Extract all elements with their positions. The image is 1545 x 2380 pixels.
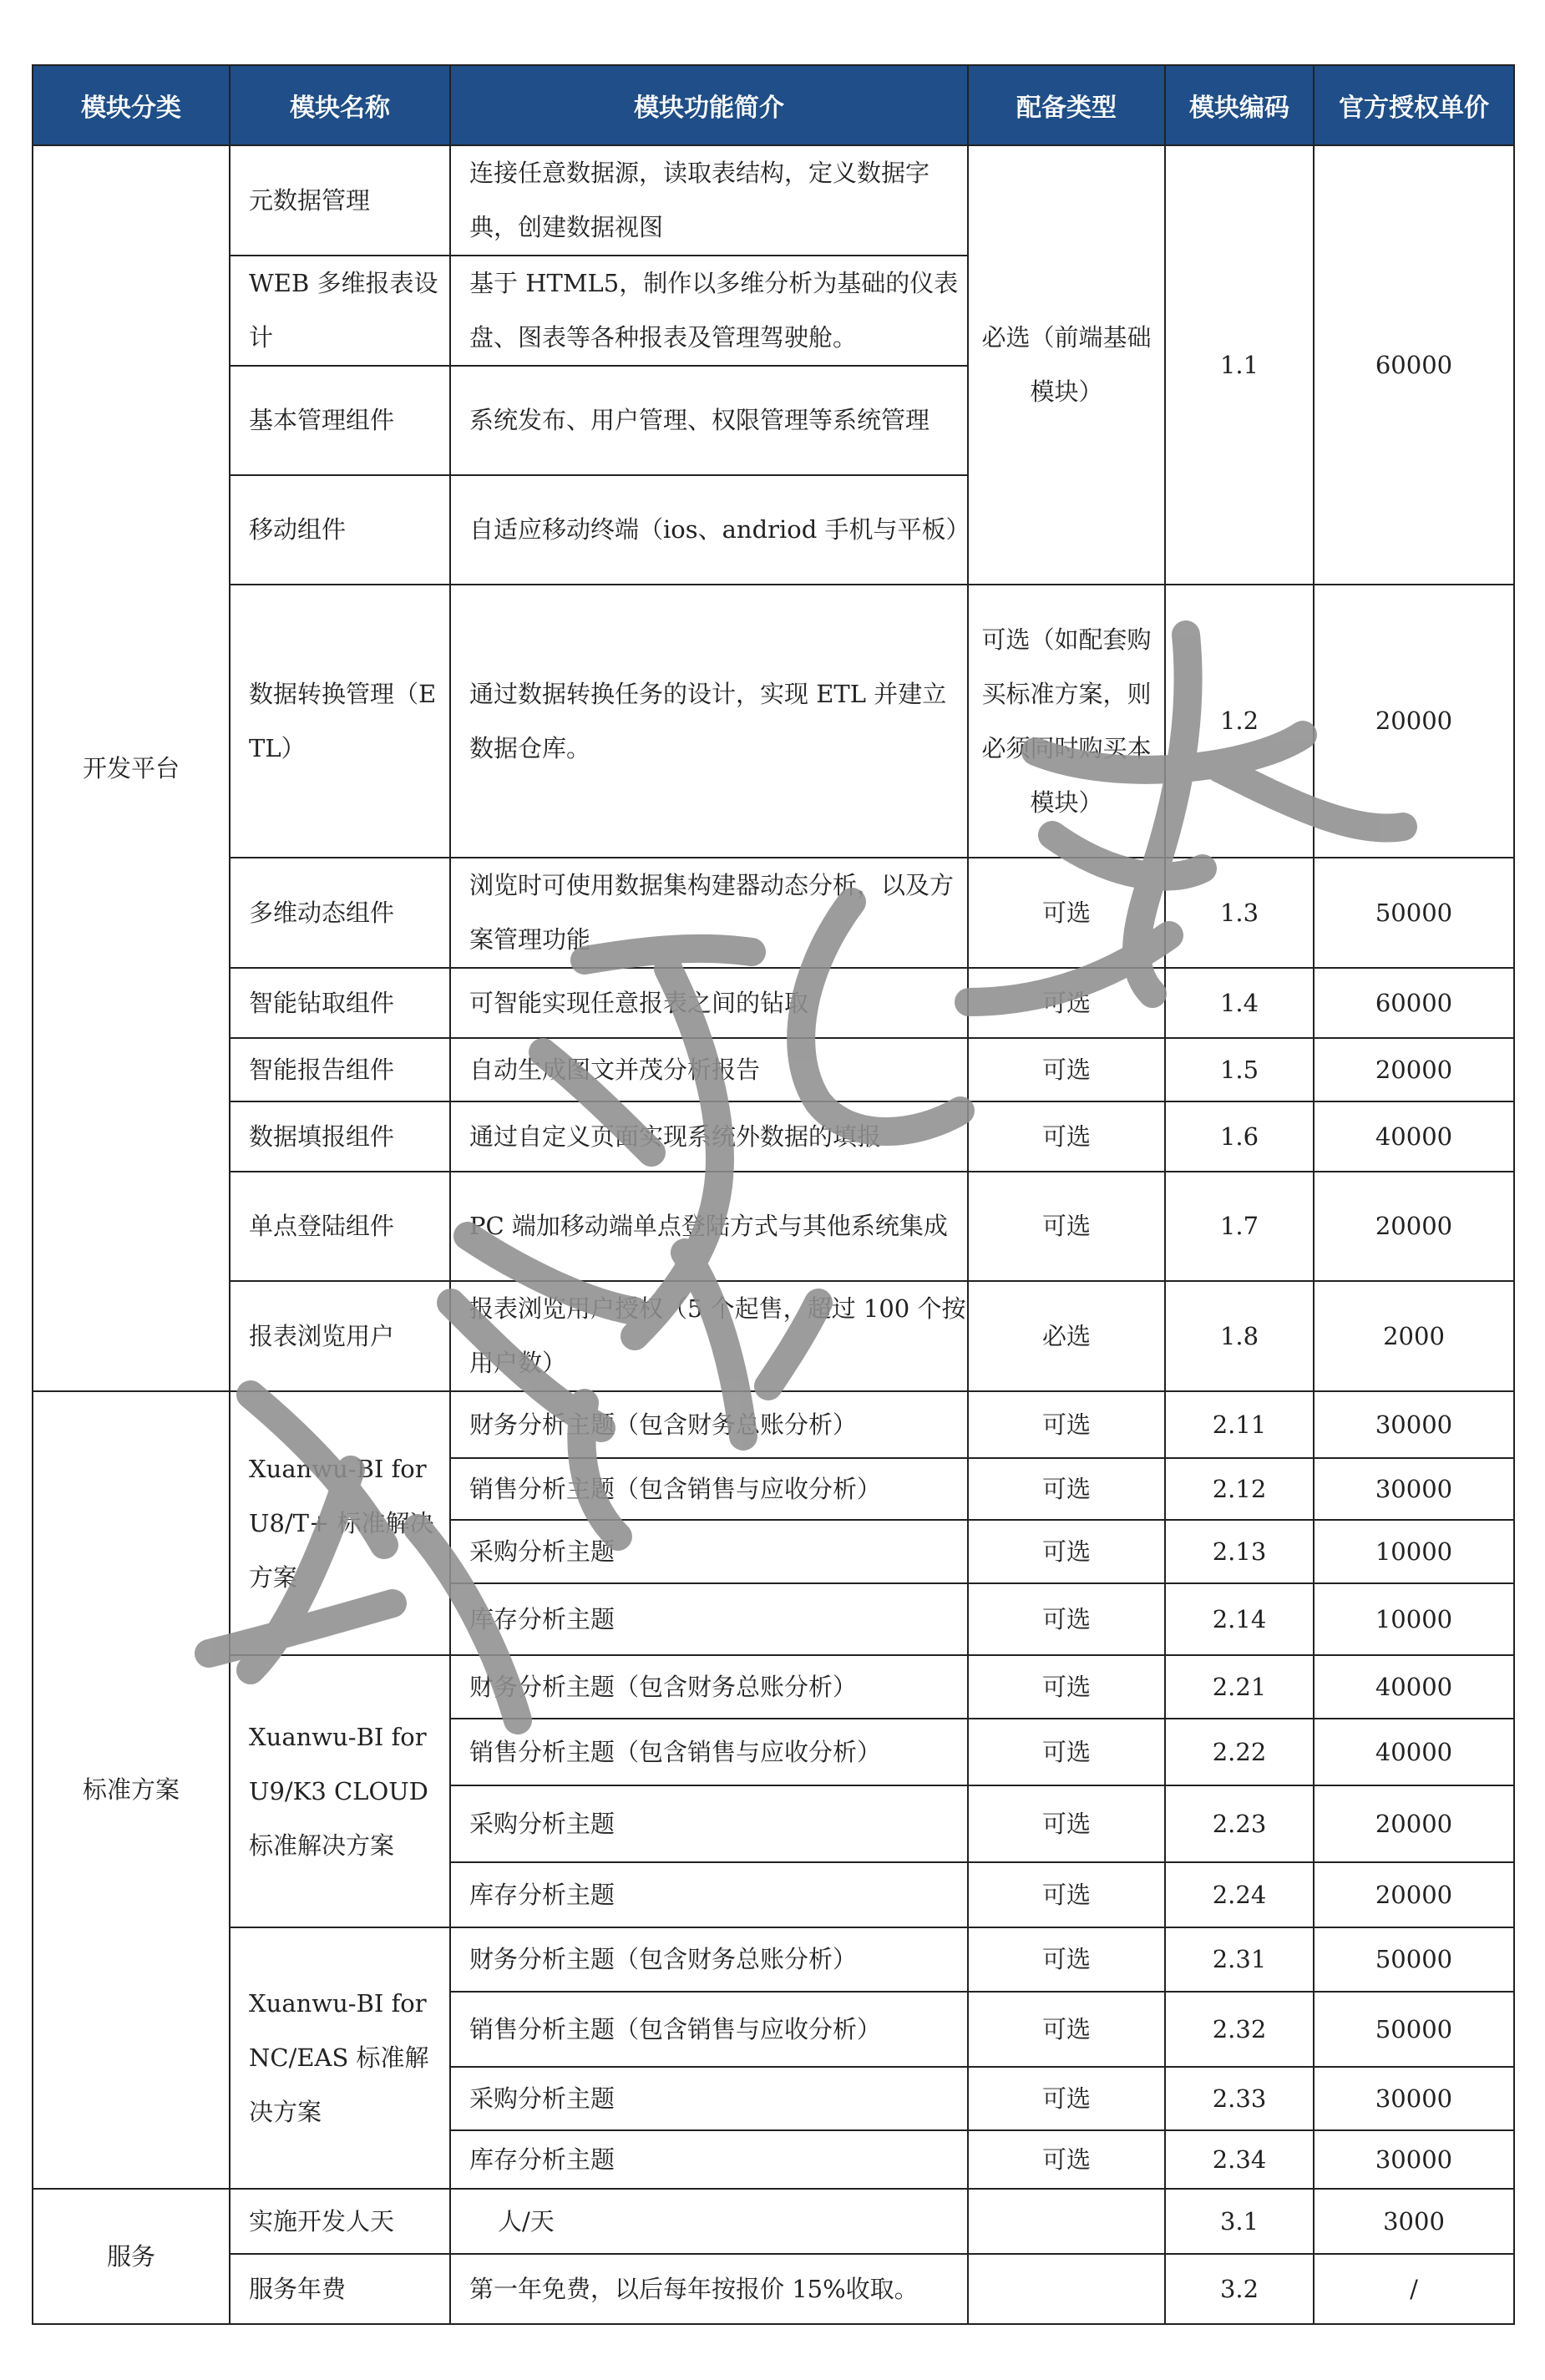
module-code: 2.33 — [1165, 2067, 1314, 2130]
module-code: 2.21 — [1165, 1655, 1314, 1719]
module-type: 可选（如配套购买标准方案，则必须同时购买本模块） — [968, 585, 1165, 858]
module-price: / — [1314, 2254, 1514, 2324]
module-type: 可选 — [968, 1172, 1165, 1281]
module-desc: 通过自定义页面实现系统外数据的填报 — [450, 1101, 968, 1172]
table-row — [33, 2254, 1514, 2324]
module-code: 2.23 — [1165, 1785, 1314, 1862]
solution-u8: Xuanwu-BI for U8/T+ 标准解决方案 — [230, 1391, 450, 1655]
module-desc: 库存分析主题 — [450, 1862, 968, 1927]
module-desc: 连接任意数据源，读取表结构，定义数据字典，创建数据视图 — [450, 145, 968, 256]
module-desc: 自动生成图文并茂分析报告 — [450, 1038, 968, 1101]
module-desc: 采购分析主题 — [450, 1520, 968, 1583]
module-type — [968, 2254, 1165, 2324]
module-price: 3000 — [1314, 2189, 1514, 2254]
module-price: 30000 — [1314, 2067, 1514, 2130]
module-price: 30000 — [1314, 1458, 1514, 1520]
module-price: 60000 — [1314, 145, 1514, 585]
module-code: 1.5 — [1165, 1038, 1314, 1101]
module-price: 50000 — [1314, 1927, 1514, 1992]
module-type: 可选 — [968, 1583, 1165, 1655]
module-name: 元数据管理 — [230, 145, 450, 256]
table-row — [33, 1927, 1514, 1992]
module-desc: 财务分析主题（包含财务总账分析） — [450, 1391, 968, 1458]
module-name: 移动组件 — [230, 475, 450, 585]
module-price: 20000 — [1314, 585, 1514, 858]
module-type: 可选 — [968, 968, 1165, 1038]
module-price: 60000 — [1314, 968, 1514, 1038]
module-price: 30000 — [1314, 2130, 1514, 2189]
module-code: 3.2 — [1165, 2254, 1314, 2324]
module-code: 2.34 — [1165, 2130, 1314, 2189]
module-code: 2.12 — [1165, 1458, 1314, 1520]
module-price: 30000 — [1314, 1391, 1514, 1458]
module-type: 可选 — [968, 1520, 1165, 1583]
module-desc: 浏览时可使用数据集构建器动态分析，以及方案管理功能 — [450, 858, 968, 968]
module-type: 可选 — [968, 1785, 1165, 1862]
module-name: 数据填报组件 — [230, 1101, 450, 1172]
module-type: 可选 — [968, 1862, 1165, 1927]
header-type: 配备类型 — [968, 65, 1165, 145]
module-name: 智能钻取组件 — [230, 968, 450, 1038]
module-code: 1.6 — [1165, 1101, 1314, 1172]
module-desc: 系统发布、用户管理、权限管理等系统管理 — [450, 366, 968, 475]
module-desc: 采购分析主题 — [450, 1785, 968, 1862]
module-code: 1.7 — [1165, 1172, 1314, 1281]
header-description: 模块功能简介 — [450, 65, 968, 145]
table-row — [33, 1655, 1514, 1719]
module-name: 服务年费 — [230, 2254, 450, 2324]
table-row — [33, 1391, 1514, 1458]
module-type: 可选 — [968, 1458, 1165, 1520]
module-name: 基本管理组件 — [230, 366, 450, 475]
module-price: 2000 — [1314, 1281, 1514, 1391]
module-code: 2.24 — [1165, 1862, 1314, 1927]
module-name: 数据转换管理（ETL） — [230, 585, 450, 858]
module-code: 3.1 — [1165, 2189, 1314, 2254]
module-type: 可选 — [968, 858, 1165, 968]
module-price: 20000 — [1314, 1172, 1514, 1281]
module-price: 10000 — [1314, 1583, 1514, 1655]
table-row — [33, 585, 1514, 858]
header-module-name: 模块名称 — [230, 65, 450, 145]
module-price: 50000 — [1314, 1992, 1514, 2067]
table-row — [33, 968, 1514, 1038]
module-code: 1.3 — [1165, 858, 1314, 968]
solution-u9: Xuanwu-BI for U9/K3 CLOUD 标准解决方案 — [230, 1655, 450, 1927]
module-price: 40000 — [1314, 1655, 1514, 1719]
header-price: 官方授权单价 — [1314, 65, 1514, 145]
module-type: 必选 — [968, 1281, 1165, 1391]
module-code: 2.31 — [1165, 1927, 1314, 1992]
module-desc: 财务分析主题（包含财务总账分析） — [450, 1927, 968, 1992]
module-code: 1.2 — [1165, 585, 1314, 858]
category-dev: 开发平台 — [33, 145, 230, 1391]
module-name: 报表浏览用户 — [230, 1281, 450, 1391]
module-desc: 销售分析主题（包含销售与应收分析） — [450, 1719, 968, 1785]
category-svc: 服务 — [33, 2189, 230, 2324]
module-code: 2.13 — [1165, 1520, 1314, 1583]
table-header-row — [33, 65, 1514, 145]
module-price: 20000 — [1314, 1862, 1514, 1927]
module-type: 可选 — [968, 1391, 1165, 1458]
module-price: 40000 — [1314, 1101, 1514, 1172]
price-table — [32, 64, 1515, 2325]
module-desc: 库存分析主题 — [450, 1583, 968, 1655]
module-type: 可选 — [968, 2130, 1165, 2189]
module-desc: PC 端加移动端单点登陆方式与其他系统集成 — [450, 1172, 968, 1281]
table-row — [33, 145, 1514, 256]
module-price: 50000 — [1314, 858, 1514, 968]
module-desc: 销售分析主题（包含销售与应收分析） — [450, 1458, 968, 1520]
module-code: 2.32 — [1165, 1992, 1314, 2067]
module-name: WEB 多维报表设计 — [230, 256, 450, 366]
module-desc: 报表浏览用户授权（5 个起售，超过 100 个按用户数） — [450, 1281, 968, 1391]
module-code: 2.11 — [1165, 1391, 1314, 1458]
module-code: 2.14 — [1165, 1583, 1314, 1655]
module-price: 20000 — [1314, 1785, 1514, 1862]
module-desc: 采购分析主题 — [450, 2067, 968, 2130]
module-name: 单点登陆组件 — [230, 1172, 450, 1281]
module-code: 2.22 — [1165, 1719, 1314, 1785]
module-name: 多维动态组件 — [230, 858, 450, 968]
header-code: 模块编码 — [1165, 65, 1314, 145]
module-code: 1.8 — [1165, 1281, 1314, 1391]
module-name: 实施开发人天 — [230, 2189, 450, 2254]
module-name: 智能报告组件 — [230, 1038, 450, 1101]
module-type: 可选 — [968, 1101, 1165, 1172]
module-price: 40000 — [1314, 1719, 1514, 1785]
module-type: 可选 — [968, 2067, 1165, 2130]
module-price: 20000 — [1314, 1038, 1514, 1101]
module-type: 可选 — [968, 1655, 1165, 1719]
module-type: 可选 — [968, 1927, 1165, 1992]
table-row — [33, 858, 1514, 968]
module-desc: 第一年免费，以后每年按报价 15%收取。 — [450, 2254, 968, 2324]
table-row — [33, 1101, 1514, 1172]
table-row — [33, 2189, 1514, 2254]
solution-nc: Xuanwu-BI for NC/EAS 标准解决方案 — [230, 1927, 450, 2189]
module-desc: 自适应移动终端（ios、andriod 手机与平板） — [450, 475, 968, 585]
module-desc: 财务分析主题（包含财务总账分析） — [450, 1655, 968, 1719]
module-desc: 可智能实现任意报表之间的钻取 — [450, 968, 968, 1038]
module-desc: 库存分析主题 — [450, 2130, 968, 2189]
category-std: 标准方案 — [33, 1391, 230, 2189]
module-desc: 通过数据转换任务的设计，实现 ETL 并建立数据仓库。 — [450, 585, 968, 858]
module-price: 10000 — [1314, 1520, 1514, 1583]
table-row — [33, 1281, 1514, 1391]
module-desc: 基于 HTML5，制作以多维分析为基础的仪表盘、图表等各种报表及管理驾驶舱。 — [450, 256, 968, 366]
module-type: 可选 — [968, 1719, 1165, 1785]
module-type — [968, 2189, 1165, 2254]
module-code: 1.4 — [1165, 968, 1314, 1038]
module-type: 必选（前端基础模块） — [968, 145, 1165, 585]
table-row — [33, 1038, 1514, 1101]
module-desc: 人/天 — [450, 2189, 968, 2254]
module-code: 1.1 — [1165, 145, 1314, 585]
table-row — [33, 1172, 1514, 1281]
module-type: 可选 — [968, 1992, 1165, 2067]
module-desc: 销售分析主题（包含销售与应收分析） — [450, 1992, 968, 2067]
module-type: 可选 — [968, 1038, 1165, 1101]
header-category: 模块分类 — [33, 65, 230, 145]
